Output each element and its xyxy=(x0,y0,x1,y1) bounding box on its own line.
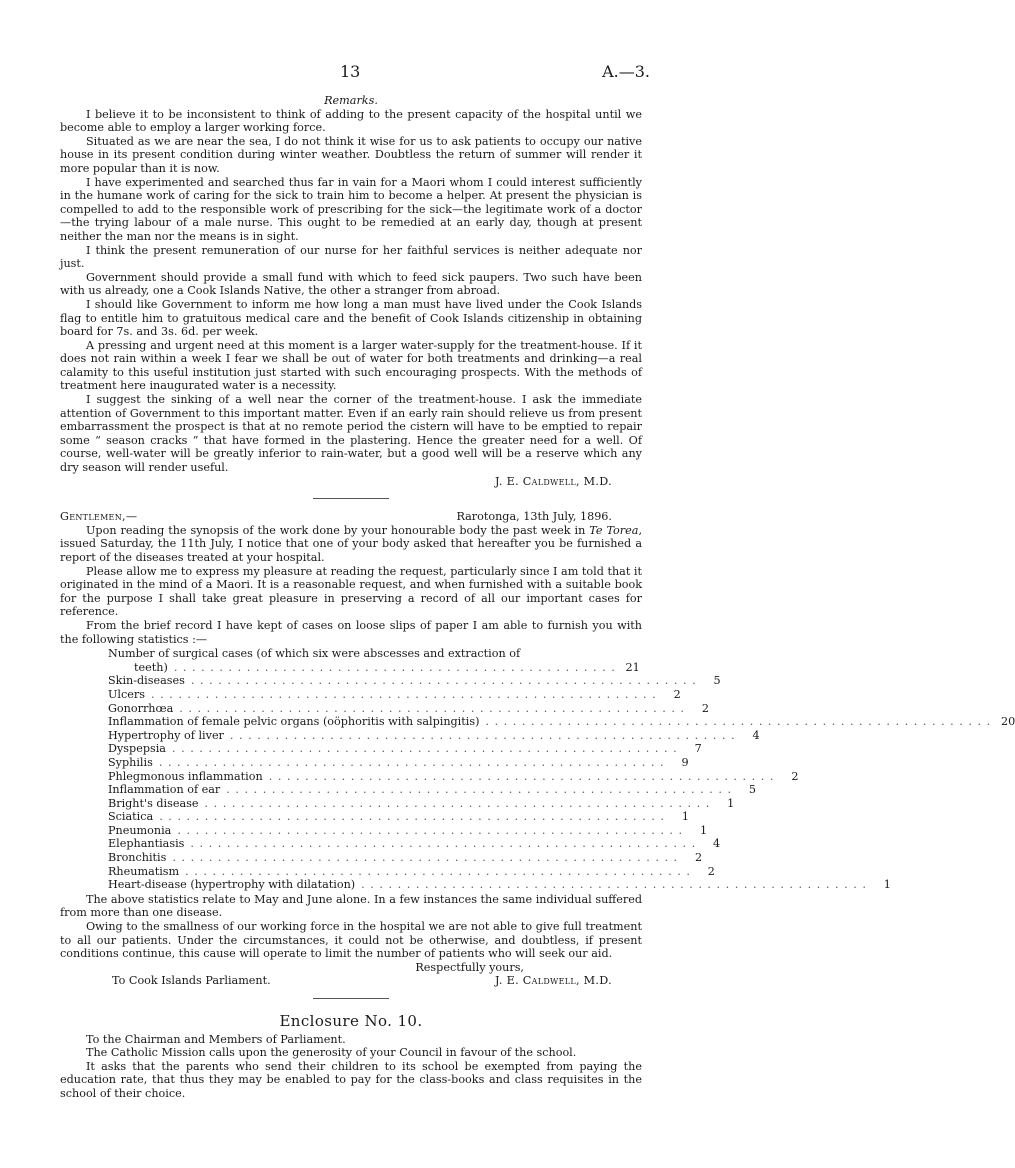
statistics-table xyxy=(108,647,1015,892)
leader-dots: . . . . . . . . . . . . . . . . . . . . . . . . . . . . . . . . . . . . . . . . . . . . . . . . . . . . . . . . xyxy=(190,837,697,851)
leader-dots: . . . . . . . . . . . . . . . . . . . . . . . . . . . . . . . . . . . . . . . . . . . . . . . . . . . . . . . . xyxy=(172,851,679,865)
stats-label: Dyspepsia xyxy=(108,742,166,756)
remarks-paragraph: Situated as we are near the sea, I do not think it wise for us to ask patients to occupy our native house in its present condition during winter weather. Doubtless the return of summer will render it more popular than it is now. xyxy=(60,134,642,175)
leader-dots: . . . . . . . . . . . . . . . . . . . . . . . . . . . . . . . . . . . . . . . . . . . . . . . . . . . . . . . . xyxy=(179,701,685,715)
stats-value: 4 xyxy=(752,728,760,742)
stats-label: Gonorrhœa xyxy=(108,701,174,715)
leader-dots: . . . . . . . . . . . . . . . . . . . . . . . . . . . . . . . . . . . . . . . . . . . . . . . . . . . . . . . . xyxy=(485,715,992,729)
stats-value: 2 xyxy=(707,864,715,878)
leader-dots: . . . . . . . . . . . . . . . . . . . . . . . . . . . . . . . . . . . . . . . . . . . . . . . . . . . . . . . . xyxy=(158,755,665,769)
stats-value: 1 xyxy=(883,878,891,892)
leader-dots: . . . . . . . . . . . . . . . . . . . . . . . . . . . . . . . . . . . . . . . . . . . . . . . . . . . . . . . . xyxy=(185,864,691,878)
stats-label: Ulcers xyxy=(108,687,145,701)
stats-value: 5 xyxy=(748,783,757,797)
stats-value: 2 xyxy=(695,851,703,865)
letter-paragraph: Owing to the smallness of our working force in the hospital we are not able to give full treatment to all our patients. Under the circumstances, it could not be otherwise, and doubtless, if present conditions continue, this cause will operate to limit the number of patients who will seek our aid. xyxy=(60,920,642,961)
leader-dots: . . . . . . . . . . . . . . . . . . . . . . . . . . . . . . . . . . . . . . . . . . . . . . . . . . . . . . . . xyxy=(150,687,657,701)
stats-label: Hypertrophy of liver xyxy=(108,728,224,742)
newspaper-name: Te Torea xyxy=(589,523,639,537)
leader-dots: . . . . . . . . . . . . . . . . . . . . . . . . . . . . . . . . . . . . . . . . . . . . . . . . . . . . . . . . xyxy=(226,783,733,797)
stats-label: Sciatica xyxy=(108,810,154,824)
remarks-paragraph: I think the present remuneration of our nurse for her faithful services is neither adequate nor just. xyxy=(60,243,642,271)
enclosure-paragraph: The Catholic Mission calls upon the generosity of your Council in favour of the school. xyxy=(86,1046,577,1060)
stats-value: 20 xyxy=(1000,715,1015,729)
letter-signature-line xyxy=(60,974,642,988)
stats-value: 2 xyxy=(791,769,799,783)
stats-label: Pneumonia xyxy=(108,823,172,837)
stats-row xyxy=(108,755,689,770)
letter-paragraph: From the brief record I have kept of cases on loose slips of paper I am able to furnish you with the following statistics :— xyxy=(60,618,642,646)
stats-row xyxy=(108,742,702,756)
stats-value: 9 xyxy=(681,755,689,769)
letter-signature: J. E. Caldwell, M.D. xyxy=(494,974,612,988)
stats-label: Elephantiasis xyxy=(108,837,185,851)
stats-rows xyxy=(108,674,1015,892)
stats-row xyxy=(108,823,708,838)
letter-place-date: Rarotonga, 13th July, 1896. xyxy=(456,510,612,524)
enclosure-title: Enclosure No. 10. xyxy=(279,1012,423,1030)
leader-dots: . . . . . . . . . . . . . . . . . . . . . . . . . . . . . . . . . . . . . . . . . . . . . . . . . . . . . . . . xyxy=(361,878,867,892)
stats-value: 2 xyxy=(673,687,681,701)
stats-row xyxy=(108,878,891,892)
stats-row xyxy=(108,864,715,879)
section-divider xyxy=(313,998,389,999)
remarks-paragraph: Government should provide a small fund with which to feed sick paupers. Two such have been with us already, one a Cook Islands Native, the other a stranger from abroad. xyxy=(60,270,642,298)
stats-label: Skin-diseases xyxy=(108,674,185,688)
remarks-paragraph: I have experimented and searched thus far in vain for a Maori whom I could interest sufficiently in the humane work of caring for the sick to train him to become a helper. At present the physician is compelled to add to the responsible work of prescribing for the sick—the legitimate work of a doctor—the trying labour of a male nurse. This ought to be remedied at an early day, though at present neither the man nor the means is in sight. xyxy=(60,175,642,243)
leader-dots: . . . . . . . . . . . . . . . . . . . . . . . . . . . . . . . . . . . . . . . . . . . . . . . . . . . . . . . . xyxy=(159,810,665,824)
stats-row xyxy=(108,851,703,865)
leader-dots: . . . . . . . . . . . . . . . . . . . . . . . . . . . . . . . . . . . . . . . . . . . . . . . . . . . . . . . . xyxy=(204,796,711,810)
stats-row xyxy=(108,701,709,716)
stats-row xyxy=(108,715,1015,729)
stats-value: 7 xyxy=(694,742,702,756)
letter-paragraph xyxy=(60,524,642,565)
letter-closing-line xyxy=(60,961,642,975)
stats-row xyxy=(108,728,760,743)
remarks-last-paragraph xyxy=(60,393,642,475)
letter-p1-start: Upon reading the synopsis of the work done by your honourable body the past week in xyxy=(86,523,590,537)
remarks-signature: J. E. Caldwell, M.D. xyxy=(494,474,612,488)
stats-value: 21 xyxy=(625,660,640,674)
stats-value: 1 xyxy=(699,823,708,837)
letter-paragraph: Please allow me to express my pleasure at reading the request, particularly since I am told that it originated in the mind of a Maori. It is a reasonable request, and when furnished with a suitable book for the purpose I shall take great pleasure in preserving a record of all our important cases for reference. xyxy=(60,564,642,619)
stats-label: Bright's disease xyxy=(108,796,199,810)
remarks-paragraph: A pressing and urgent need at this moment is a larger water-supply for the treatment-house. If it does not rain within a week I fear we shall be out of water for both treatments and drinking—a real calamity to this useful institution just started with such encouraging prospects. With the methods of treatment here inaugurated water is a necessity. xyxy=(60,338,642,393)
stats-value: 4 xyxy=(713,837,721,851)
remarks-paragraph: I should like Government to inform me how long a man must have lived under the Cook Islands flag to entitle him to gratuitous medical care and the benefit of Cook Islands citizenship in obtaining board for 7s. and 3s. 6d. per week. xyxy=(60,297,642,339)
stats-row xyxy=(108,674,721,688)
letter-p1-end: , issued Saturday, the 11th July, I notice that one of your body asked that hereafter you be furnished a report of the diseases treated at your hospital. xyxy=(60,523,642,564)
leader-dots: . . . . . . . . . . . . . . . . . . . . . . . . . . . . . . . . . . . . . . . . . . . . . . . . . . . . . . . . xyxy=(177,823,684,837)
leader-dots: . . . . . . . . . . . . . . . . . . . . . . . . . . . . . . . . . . . . . . . . . . . . . . . . . xyxy=(173,660,616,674)
page-reference: A.—3. xyxy=(602,62,650,81)
leader-dots: . . . . . . . . . . . . . . . . . . . . . . . . . . . . . . . . . . . . . . . . . . . . . . . . . . . . . . . . xyxy=(268,769,775,783)
stats-label: Number of surgical cases (of which six were abscesses and extraction of xyxy=(108,647,521,661)
leader-dots: . . . . . . . . . . . . . . . . . . . . . . . . . . . . . . . . . . . . . . . . . . . . . . . . . . . . . . . . xyxy=(171,742,678,756)
stats-row xyxy=(108,647,566,661)
stats-row xyxy=(108,796,735,811)
letter-addressee: To Cook Islands Parliament. xyxy=(112,974,271,988)
stats-label: Heart-disease (hypertrophy with dilatation) xyxy=(108,878,356,892)
stats-label: Rheumatism xyxy=(108,864,180,878)
leader-dots: . . . . . . . . . . . . . . . . . . . . . . . . . . . . . . . . . . . . . . . . . . . . . . . . . . . . . . . . xyxy=(229,728,736,742)
stats-value: 1 xyxy=(727,796,735,810)
remarks-signature-line xyxy=(60,475,642,489)
section-divider xyxy=(313,498,389,499)
stats-row xyxy=(108,660,640,675)
stats-value: 2 xyxy=(701,701,709,715)
letter-header xyxy=(60,510,642,524)
enclosure-addressee: To the Chairman and Members of Parliament. xyxy=(86,1032,346,1046)
stats-label: teeth) xyxy=(134,660,168,674)
stats-value: 1 xyxy=(681,810,689,824)
stats-label: Syphilis xyxy=(108,755,153,769)
letter-closing: Respectfully yours, xyxy=(415,960,524,974)
stats-value: 5 xyxy=(713,674,721,688)
stats-label: Bronchitis xyxy=(108,851,167,865)
letter-salutation: Gentlemen,— xyxy=(60,510,138,524)
enclosure-paragraph: It asks that the parents who send their children to its school be exempted from paying the education rate, that thus they may be enabled to pay for the class-books and class requisites in the school of their choice. xyxy=(60,1059,642,1100)
stats-row xyxy=(108,837,721,851)
remarks-heading: Remarks. xyxy=(324,94,378,107)
stats-row xyxy=(108,783,757,797)
stats-label: Inflammation of female pelvic organs (oöphoritis with salpingitis) xyxy=(108,715,480,729)
stats-row xyxy=(108,810,689,824)
body-text xyxy=(60,94,1015,1101)
stats-row xyxy=(108,769,799,784)
page-number: 13 xyxy=(340,62,361,81)
remarks-paragraph: I believe it to be inconsistent to think of adding to the present capacity of the hospital until we become able to employ a larger working force. xyxy=(60,107,642,135)
remarks-last-text: I suggest the sinking of a well near the corner of the treatment-house. I ask the immediate attention of Government to this important matter. Even if an early rain should relieve us from present embarrassment the prospect is that at no remote period the cistern will have to be emptied to repair some “ season cracks ” that have formed in the plastering. Hence the greater need for a well. Of course, well-water will be greatly inferior to rain-water, but a good well will be a reserve which any dry season will render useful. xyxy=(60,393,642,475)
stats-label: Inflammation of ear xyxy=(108,783,221,797)
stats-row xyxy=(108,687,681,702)
remarks-section xyxy=(60,108,642,393)
leader-dots: . . . . . . . . . . . . . . . . . . . . . . . . . . . . . . . . . . . . . . . . . . . . . . . . . . . . . . . . xyxy=(190,674,697,688)
stats-label: Phlegmonous inflammation xyxy=(108,769,263,783)
letter-paragraph: The above statistics relate to May and June alone. In a few instances the same individual suffered from more than one disease. xyxy=(60,892,642,920)
